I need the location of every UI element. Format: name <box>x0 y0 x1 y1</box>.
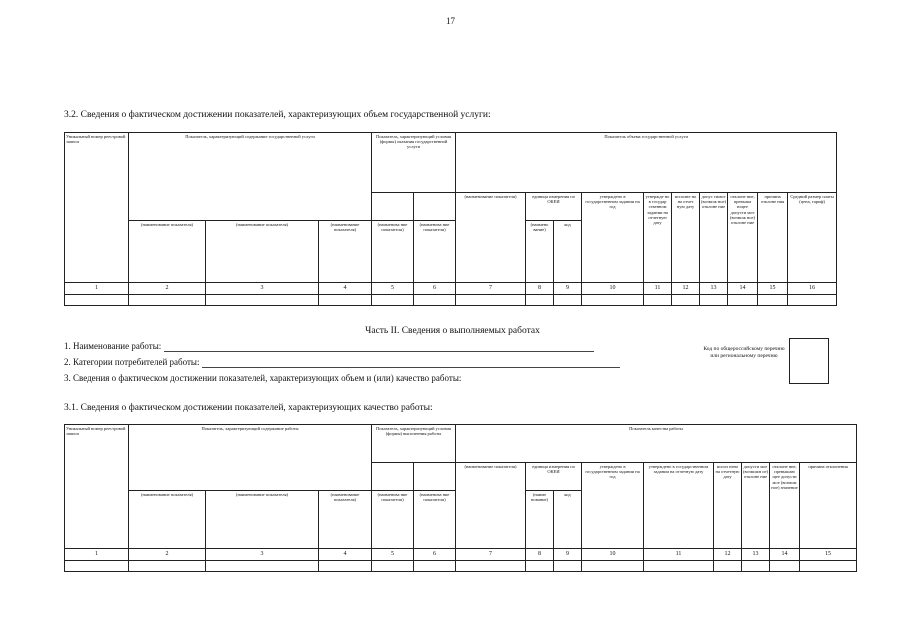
header-average-price: Средний размер платы (цена, тариф) <box>788 193 837 283</box>
code-label: Код по общероссийскому перечню или региональному перечню <box>703 346 785 359</box>
work-name-line <box>64 341 594 352</box>
header-indicator-name: (наименова ние показателя) <box>414 491 456 549</box>
header-content-indicator: Показатель, характеризующий содержание работы <box>129 425 372 491</box>
header-approved-year: утверждено в государственном задании на год <box>582 463 644 549</box>
cell <box>372 463 414 491</box>
header-approved-year: утверждено в государственном задании на год <box>582 193 644 283</box>
header-indicator-name: (наименова ние показателя) <box>372 221 414 283</box>
header-quality-indicator: Показатель качества работы <box>456 425 857 463</box>
header-approved-date: утвержде но в государ ственном задании на отчетную дату <box>644 193 672 283</box>
work-name-field <box>164 341 594 352</box>
header-indicator-name: (наименование показателя) <box>129 491 206 549</box>
column-number: 14 <box>728 283 758 295</box>
header-unit-code: код <box>554 491 582 549</box>
header-unit-name: (наимено вание) <box>526 221 554 283</box>
column-number: 12 <box>714 549 742 561</box>
column-number: 15 <box>800 549 857 561</box>
column-numbers-row <box>65 549 857 561</box>
header-indicator-name: (наименова ние показателя) <box>372 491 414 549</box>
header-unit: единица измерения по ОКЕИ <box>526 463 582 491</box>
column-number: 7 <box>456 283 526 295</box>
cell <box>414 193 456 221</box>
header-unit-code: код <box>554 221 582 283</box>
header-allowed-deviation: допус тимое (возмож ное) отклоне ние <box>700 193 728 283</box>
column-number: 16 <box>788 283 837 295</box>
column-number: 13 <box>742 549 770 561</box>
column-number: 10 <box>582 549 644 561</box>
column-number: 3 <box>206 549 319 561</box>
page-number: 17 <box>446 16 455 26</box>
header-executed: исполне но на отчет ную дату <box>672 193 700 283</box>
code-box <box>789 338 829 384</box>
empty-data-row <box>65 561 857 572</box>
column-number: 1 <box>65 549 129 561</box>
column-number: 10 <box>582 283 644 295</box>
header-executed: испол нено на отчетную дату <box>714 463 742 549</box>
header-deviation-reason: причина отклоне ния <box>758 193 788 283</box>
consumer-category-label: 2. Категории потребителей работы: <box>64 357 200 367</box>
quality-table <box>64 424 857 572</box>
header-approved-date: утверждено в государственном задании на отчетную дату <box>644 463 714 549</box>
header-indicator-name: (наименова ние показателя) <box>414 221 456 283</box>
column-number: 6 <box>414 283 456 295</box>
header-unique-number: Уникальный номер реестровой записи <box>65 133 129 283</box>
header-allowed-deviation: допусти мое (возможн ое) отклоне ние <box>742 463 770 549</box>
header-volume-indicator: Показатель объема государственной услуги <box>456 133 837 193</box>
header-deviation-reason: причина отклонения <box>800 463 857 549</box>
header-unit-name: (наиме нование) <box>526 491 554 549</box>
column-number: 8 <box>526 283 554 295</box>
header-indicator-name: (наименование показателя) <box>206 221 319 283</box>
work-name-label: 1. Наименование работы: <box>64 341 162 351</box>
header-indicator-name: (наименование показателя) <box>129 221 206 283</box>
part-2-title: Часть II. Сведения о выполняемых работах <box>365 326 540 336</box>
consumer-category-field <box>202 357 620 368</box>
header-indicator-name: (наименование показателя) <box>319 221 372 283</box>
column-number: 8 <box>526 549 554 561</box>
header-unique-number: Уникальный номер реестровой записи <box>65 425 129 549</box>
column-numbers-row <box>65 283 837 295</box>
column-number: 5 <box>372 283 414 295</box>
column-number: 14 <box>770 549 800 561</box>
header-exceeding-deviation: отклоне ние, превыша ющее допусти мое (возмож ное) отклоне ние <box>728 193 758 283</box>
header-conditions-indicator: Показатель, характеризующий условия (формы) выполнения работы <box>372 425 456 463</box>
column-number: 4 <box>319 283 372 295</box>
cell <box>372 193 414 221</box>
column-number: 7 <box>456 549 526 561</box>
section-3-1-title: 3.1. Сведения о фактическом достижении показателей, характеризующих качество работы: <box>64 403 433 413</box>
header-content-indicator: Показатель, характеризующий содержание государственной услуги <box>129 133 372 221</box>
column-number: 11 <box>644 549 714 561</box>
column-number: 9 <box>554 549 582 561</box>
header-indicator-name: (наименование показателя) <box>456 463 526 549</box>
column-number: 1 <box>65 283 129 295</box>
column-number: 4 <box>319 549 372 561</box>
column-number: 2 <box>129 283 206 295</box>
volume-table <box>64 132 837 306</box>
column-number: 11 <box>644 283 672 295</box>
section-3-2-title: 3.2. Сведения о фактическом достижении показателей, характеризующих объем государственной услуги: <box>64 110 491 120</box>
consumer-category-line <box>64 357 620 368</box>
header-conditions-indicator: Показатель, характеризующий условия (формы) оказания государственной услуги <box>372 133 456 193</box>
header-indicator-name: (наименование показателя) <box>319 491 372 549</box>
work-indicators-heading: 3. Сведения о фактическом достижении показателей, характеризующих объем и (или) качество работы: <box>64 373 462 383</box>
column-number: 2 <box>129 549 206 561</box>
empty-data-row <box>65 295 837 306</box>
column-number: 13 <box>700 283 728 295</box>
cell <box>414 463 456 491</box>
column-number: 9 <box>554 283 582 295</box>
header-indicator-name: (наименование показателя) <box>456 193 526 283</box>
column-number: 15 <box>758 283 788 295</box>
header-unit: единица измерения по ОКЕИ <box>526 193 582 221</box>
header-exceeding-deviation: отклоне ние, превышаю щее допусти мое (возмож ное) значение <box>770 463 800 549</box>
column-number: 12 <box>672 283 700 295</box>
column-number: 3 <box>206 283 319 295</box>
column-number: 5 <box>372 549 414 561</box>
column-number: 6 <box>414 549 456 561</box>
header-indicator-name: (наименование показателя) <box>206 491 319 549</box>
